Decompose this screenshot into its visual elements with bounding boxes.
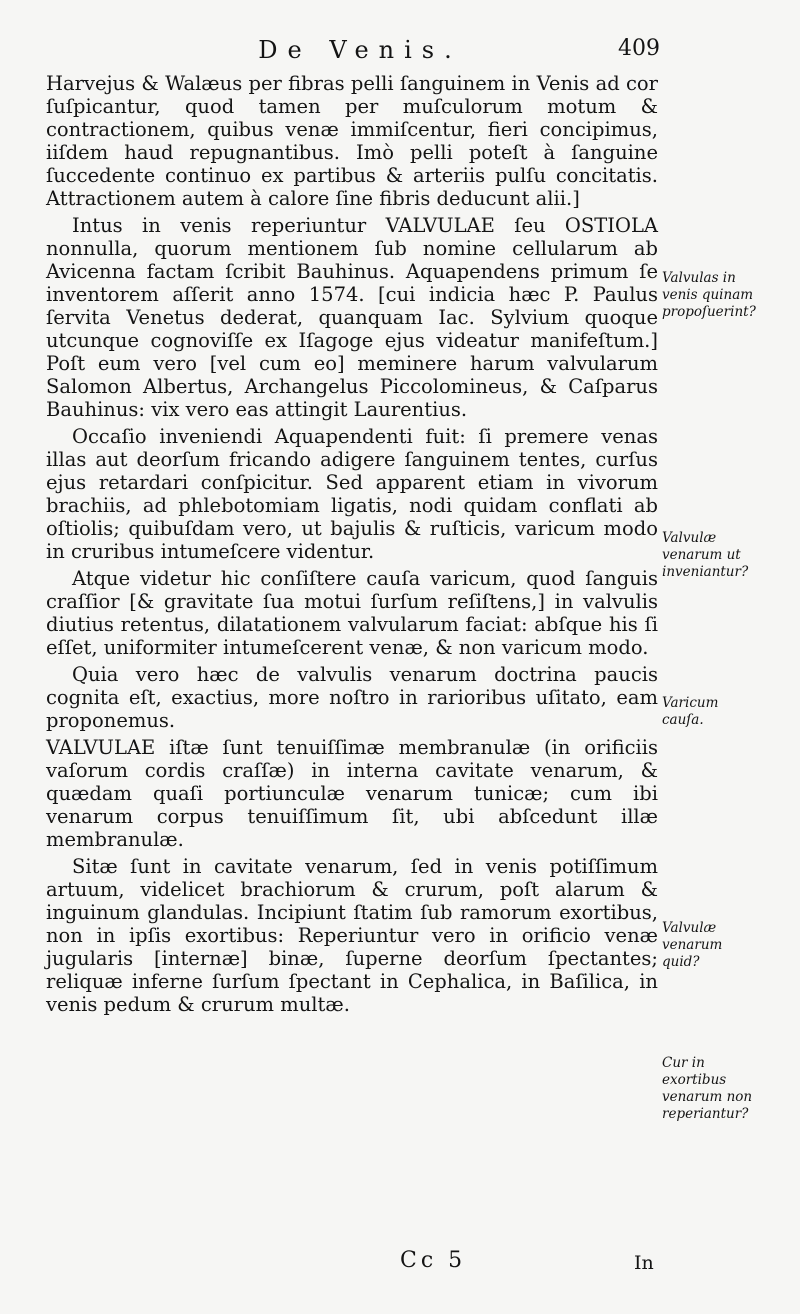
margin-note-2: Valvulæ venarum ut inveniantur? <box>662 530 749 580</box>
page-number: 409 <box>618 36 660 61</box>
paragraph-3: Occaſio inveniendi Aquapendenti fuit: ſi premere venas illas aut deorſum fricando adigere ſanguinem tentes, curſus ejus retardari conſpicitur. Sed apparent etiam in vivorum brachiis, ad phlebotomiam ligatis, nodi quidam conflati ab oſtiolis; quibuſdam vero, ut bajulis & ruſticis, varicum modo in cruribus intumeſcere videntur. <box>46 425 658 563</box>
body-text <box>46 72 658 1020</box>
paragraph-7: Sitæ ſunt in cavitate venarum, ſed in venis potiſſimum artuum, videlicet brachiorum & crurum, poſt alarum & inguinum glandulas. Incipiunt ſtatim ſub ramorum exortibus, non in ipſis exortibus: Reperiuntur vero in orificio venæ jugularis [internæ] binæ, ſuperne deorſum ſpectantes; reliquæ inferne ſurſum ſpectant in Cephalica, in Baſilica, in venis pedum & crurum multæ. <box>46 855 658 1016</box>
signature-mark: Cc 5 <box>400 1248 467 1273</box>
margin-note-4: Valvulæ venarum quid? <box>662 920 723 970</box>
margin-note-3: Varicum cauſa. <box>662 695 719 728</box>
running-head: De Venis. <box>258 36 462 64</box>
paragraph-5: Quia vero hæc de valvulis venarum doctrina paucis cognita eſt, exactius, more noſtro in rarioribus uſitato, eam proponemus. <box>46 663 658 732</box>
catchword: In <box>634 1252 654 1274</box>
paragraph-4: Atque videtur hic conſiſtere cauſa varicum, quod ſanguis craſſior [& gravitate ſua motui ſurſum reſiſtens,] in valvulis diutius retentus, dilatationem valvularum faciat: abſque his ſi eſſet, uniformiter intumeſcerent venæ, & non varicum modo. <box>46 567 658 659</box>
margin-note-1: Valvulas in venis quinam propoſuerint? <box>662 270 756 320</box>
paragraph-6: VALVULAE iſtæ ſunt tenuiſſimæ membranulæ (in orificiis vaſorum cordis craſſæ) in interna cavitate venarum, & quædam quaſi portiunculæ venarum tunicæ; cum ibi venarum corpus tenuiſſimum ſit, ubi abſcedunt illæ membranulæ. <box>46 736 658 851</box>
paragraph-2: Intus in venis reperiuntur VALVULAE ſeu OSTIOLA nonnulla, quorum mentionem ſub nomine cellularum ab Avicenna factam ſcribit Bauhinus. Aquapendens primum ſe inventorem aſſerit anno 1574. [cui indicia hæc P. Paulus ſervita Venetus dederat, quanquam Iac. Sylvium quoque utcunque cognoviſſe ex Iſagoge ejus videatur manifeſtum.] Poſt eum vero [vel cum eo] meminere harum valvularum Salomon Albertus, Archangelus Piccolomineus, & Caſparus Bauhinus: vix vero eas attingit Laurentius. <box>46 214 658 421</box>
paragraph-1: Harvejus & Walæus per fibras pelli ſanguinem in Venis ad cor ſuſpicantur, quod tamen per muſculorum motum & contractionem, quibus venæ immiſcentur, fieri concipimus, iiſdem haud repugnantibus. Imò pelli poteſt à ſanguine ſuccedente continuo ex partibus & arteriis pulſu concitatis. Attractionem autem à calore ſine fibris deducunt alii.] <box>46 72 658 210</box>
margin-note-5: Cur in exortibus venarum non reperiantur? <box>662 1055 753 1122</box>
